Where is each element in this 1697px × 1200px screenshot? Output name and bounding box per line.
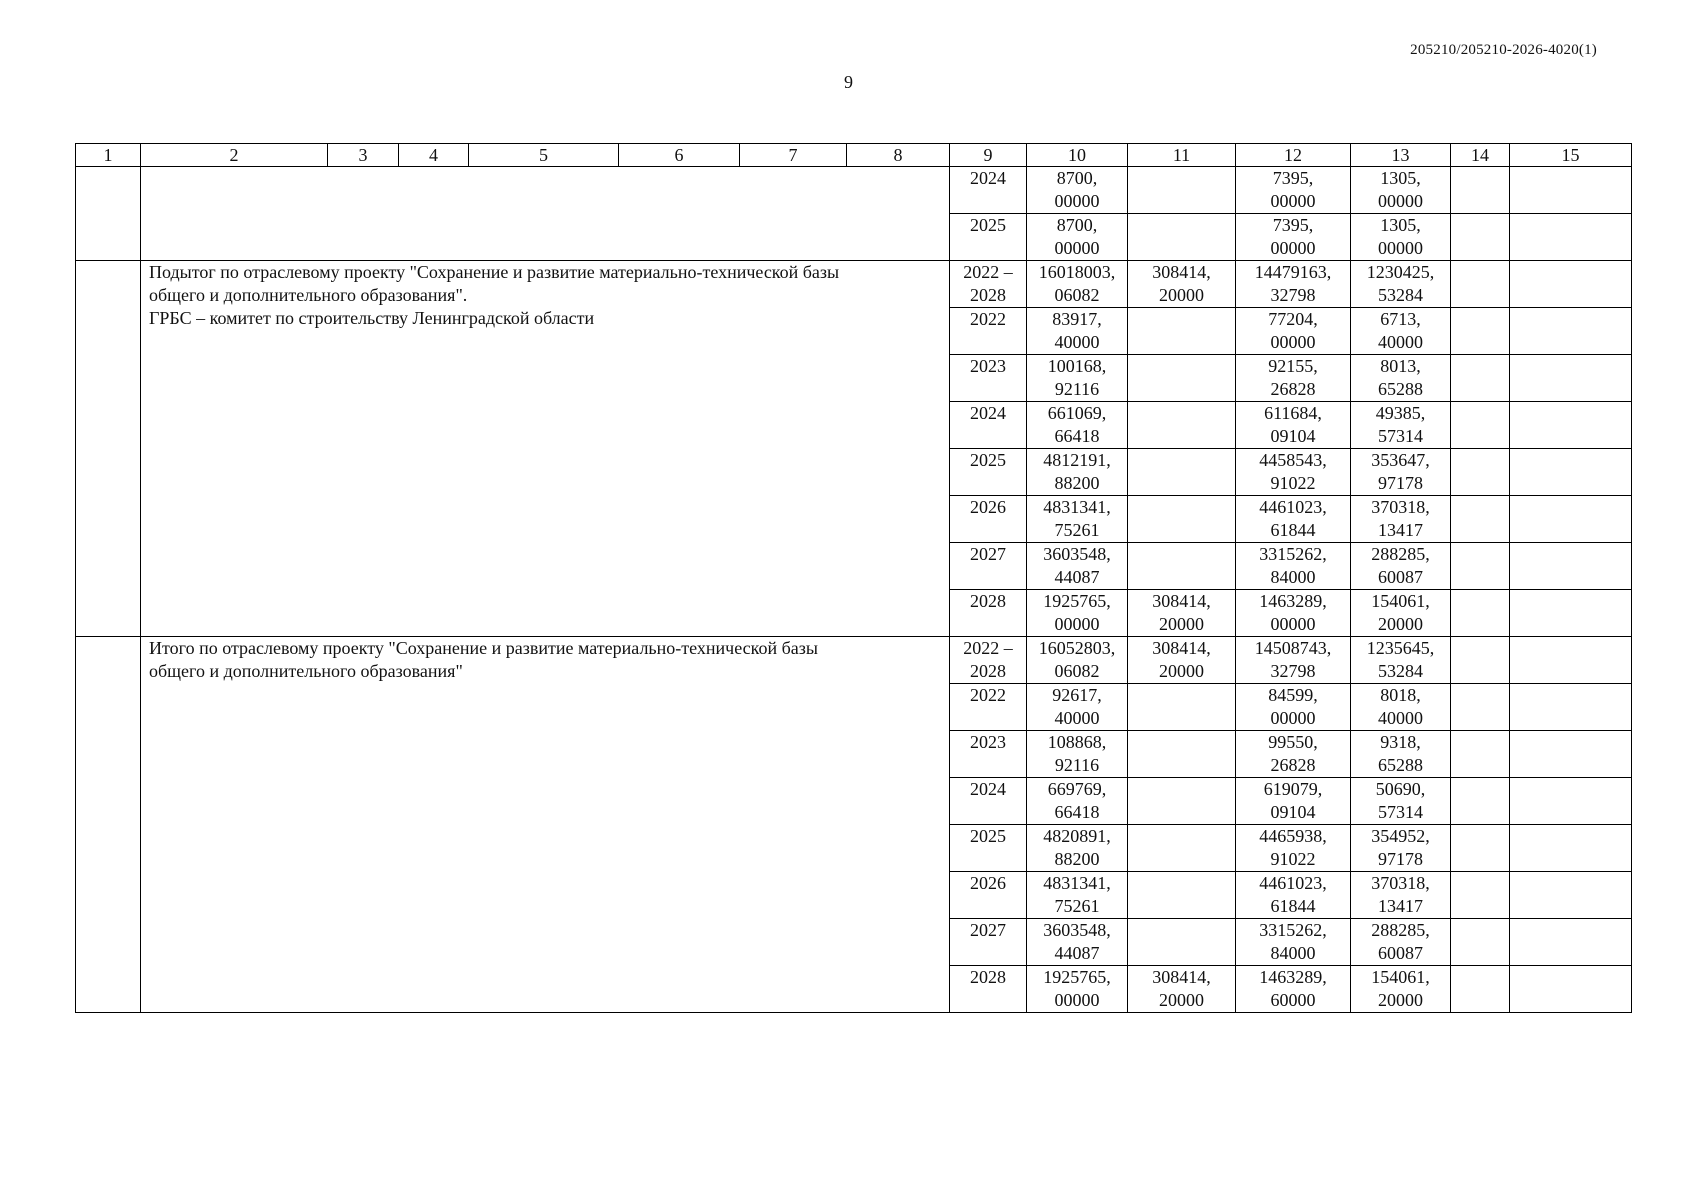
amount-cell-11 — [1128, 872, 1236, 919]
empty-cell-14 — [1451, 872, 1510, 919]
column-header-2: 2 — [141, 144, 328, 167]
amount-line: 44087 — [1054, 567, 1100, 587]
amount-cell-11 — [1128, 308, 1236, 355]
year-cell — [950, 731, 1027, 778]
empty-cell-14 — [1451, 590, 1510, 637]
column-header-row — [76, 144, 1632, 167]
column-header-12: 12 — [1236, 144, 1351, 167]
amount-line: 99550, — [1268, 732, 1318, 752]
amount-line: 354952, — [1371, 826, 1430, 846]
empty-cell-14 — [1451, 731, 1510, 778]
amount-line: 8013, — [1380, 356, 1421, 376]
amount-line: 57314 — [1378, 802, 1423, 822]
year-line: 2028 — [970, 285, 1006, 305]
amount-cell-11 — [1128, 261, 1236, 308]
amount-line: 4458543, — [1259, 450, 1327, 470]
amount-line: 13417 — [1378, 896, 1423, 916]
row-number-cell — [76, 261, 141, 637]
column-header-3: 3 — [328, 144, 399, 167]
empty-cell-14 — [1451, 543, 1510, 590]
description-line: общего и дополнительного образования". — [149, 285, 468, 305]
description-line: Итого по отраслевому проекту "Сохранение и развитие материально-технической базы — [149, 638, 818, 658]
year-line: 2022 — [970, 309, 1006, 329]
amount-cell-10 — [1027, 308, 1128, 355]
amount-line: 97178 — [1378, 849, 1423, 869]
empty-cell-15 — [1510, 214, 1632, 261]
amount-cell-10 — [1027, 684, 1128, 731]
amount-line: 84000 — [1270, 567, 1316, 587]
empty-cell-14 — [1451, 637, 1510, 684]
amount-cell-10 — [1027, 449, 1128, 496]
amount-line: 288285, — [1371, 544, 1430, 564]
amount-line: 308414, — [1152, 967, 1211, 987]
year-line: 2024 — [970, 779, 1006, 799]
amount-cell-13 — [1351, 637, 1451, 684]
description-line: ГРБС – комитет по строительству Ленинградской области — [149, 308, 595, 328]
amount-cell-13 — [1351, 872, 1451, 919]
amount-cell-10 — [1027, 167, 1128, 214]
amount-line: 26828 — [1270, 755, 1316, 775]
amount-cell-12 — [1236, 402, 1351, 449]
amount-line: 00000 — [1270, 708, 1316, 728]
amount-line: 00000 — [1378, 238, 1423, 258]
year-cell — [950, 919, 1027, 966]
amount-line: 97178 — [1378, 473, 1423, 493]
amount-line: 26828 — [1270, 379, 1316, 399]
amount-line: 4812191, — [1043, 450, 1111, 470]
year-line: 2024 — [970, 403, 1006, 423]
amount-line: 92617, — [1052, 685, 1102, 705]
year-cell — [950, 825, 1027, 872]
empty-cell-15 — [1510, 496, 1632, 543]
amount-line: 8700, — [1056, 215, 1098, 235]
year-cell — [950, 402, 1027, 449]
amount-line: 92116 — [1054, 755, 1100, 775]
empty-cell-15 — [1510, 261, 1632, 308]
amount-cell-12 — [1236, 496, 1351, 543]
amount-cell-10 — [1027, 966, 1128, 1013]
column-header-10: 10 — [1027, 144, 1128, 167]
empty-cell-15 — [1510, 872, 1632, 919]
amount-line: 370318, — [1371, 873, 1430, 893]
amount-cell-11 — [1128, 684, 1236, 731]
amount-cell-11 — [1128, 449, 1236, 496]
year-cell — [950, 449, 1027, 496]
amount-line: 92155, — [1268, 356, 1318, 376]
amount-cell-10 — [1027, 731, 1128, 778]
empty-cell-14 — [1451, 261, 1510, 308]
amount-line: 1925765, — [1043, 967, 1111, 987]
year-line: 2028 — [970, 967, 1006, 987]
amount-line: 00000 — [1054, 238, 1100, 258]
amount-line: 88200 — [1054, 849, 1100, 869]
amount-cell-10 — [1027, 261, 1128, 308]
amount-line: 4461023, — [1259, 873, 1327, 893]
amount-cell-12 — [1236, 167, 1351, 214]
amount-cell-13 — [1351, 355, 1451, 402]
year-line: 2025 — [970, 826, 1006, 846]
amount-line: 108868, — [1047, 732, 1107, 752]
empty-cell-14 — [1451, 308, 1510, 355]
empty-cell-14 — [1451, 778, 1510, 825]
empty-cell-14 — [1451, 966, 1510, 1013]
amount-cell-13 — [1351, 919, 1451, 966]
amount-cell-12 — [1236, 261, 1351, 308]
amount-line: 65288 — [1378, 379, 1423, 399]
year-line: 2028 — [970, 591, 1006, 611]
empty-cell-14 — [1451, 496, 1510, 543]
amount-cell-11 — [1128, 167, 1236, 214]
year-cell — [950, 872, 1027, 919]
amount-line: 14479163, — [1254, 262, 1332, 282]
amount-cell-10 — [1027, 778, 1128, 825]
empty-cell-15 — [1510, 637, 1632, 684]
empty-cell-15 — [1510, 684, 1632, 731]
amount-line: 1463289, — [1259, 967, 1327, 987]
table-row — [76, 167, 1632, 214]
description-line: Подытог по отраслевому проекту "Сохранение и развитие материально-технической базы — [149, 262, 840, 282]
amount-line: 669769, — [1047, 779, 1107, 799]
amount-line: 7395, — [1272, 168, 1314, 188]
amount-cell-10 — [1027, 355, 1128, 402]
amount-cell-13 — [1351, 825, 1451, 872]
year-cell — [950, 590, 1027, 637]
amount-cell-13 — [1351, 214, 1451, 261]
year-cell — [950, 966, 1027, 1013]
empty-cell-15 — [1510, 731, 1632, 778]
amount-line: 14508743, — [1254, 638, 1332, 658]
amount-line: 1463289, — [1259, 591, 1327, 611]
amount-line: 92116 — [1054, 379, 1100, 399]
column-header-4: 4 — [399, 144, 469, 167]
column-header-5: 5 — [469, 144, 619, 167]
amount-line: 288285, — [1371, 920, 1430, 940]
empty-cell-15 — [1510, 825, 1632, 872]
amount-cell-12 — [1236, 778, 1351, 825]
amount-line: 1230425, — [1366, 262, 1435, 282]
year-line: 2026 — [970, 873, 1006, 893]
year-cell — [950, 778, 1027, 825]
amount-line: 16018003, — [1038, 262, 1116, 282]
amount-line: 308414, — [1152, 262, 1211, 282]
amount-cell-10 — [1027, 496, 1128, 543]
year-cell — [950, 214, 1027, 261]
amount-line: 3603548, — [1043, 920, 1111, 940]
year-line: 2022 – — [963, 638, 1013, 658]
amount-cell-11 — [1128, 496, 1236, 543]
column-header-13: 13 — [1351, 144, 1451, 167]
amount-cell-12 — [1236, 543, 1351, 590]
amount-line: 84599, — [1268, 685, 1318, 705]
amount-line: 8700, — [1056, 168, 1098, 188]
amount-line: 75261 — [1054, 520, 1100, 540]
amount-cell-13 — [1351, 966, 1451, 1013]
year-cell — [950, 496, 1027, 543]
amount-line: 00000 — [1270, 332, 1316, 352]
amount-line: 13417 — [1378, 520, 1423, 540]
empty-cell-14 — [1451, 919, 1510, 966]
amount-line: 20000 — [1378, 990, 1423, 1010]
amount-line: 57314 — [1378, 426, 1423, 446]
year-cell — [950, 543, 1027, 590]
amount-line: 308414, — [1152, 591, 1211, 611]
amount-line: 09104 — [1270, 426, 1316, 446]
year-cell — [950, 308, 1027, 355]
amount-cell-12 — [1236, 825, 1351, 872]
empty-cell-15 — [1510, 308, 1632, 355]
amount-line: 06082 — [1054, 661, 1100, 681]
amount-line: 4461023, — [1259, 497, 1327, 517]
amount-cell-13 — [1351, 778, 1451, 825]
year-line: 2024 — [970, 168, 1006, 188]
amount-line: 61844 — [1270, 520, 1316, 540]
amount-line: 66418 — [1054, 802, 1100, 822]
amount-line: 40000 — [1378, 332, 1423, 352]
amount-cell-12 — [1236, 637, 1351, 684]
amount-line: 16052803, — [1038, 638, 1116, 658]
amount-line: 1305, — [1380, 215, 1421, 235]
empty-cell-15 — [1510, 167, 1632, 214]
amount-line: 40000 — [1378, 708, 1423, 728]
amount-cell-10 — [1027, 825, 1128, 872]
amount-line: 1235645, — [1366, 638, 1435, 658]
amount-line: 154061, — [1371, 967, 1430, 987]
amount-cell-12 — [1236, 684, 1351, 731]
year-line: 2022 – — [963, 262, 1013, 282]
amount-line: 32798 — [1270, 285, 1316, 305]
amount-line: 661069, — [1047, 403, 1107, 423]
amount-line: 20000 — [1159, 285, 1204, 305]
amount-cell-12 — [1236, 590, 1351, 637]
amount-line: 3315262, — [1259, 544, 1327, 564]
amount-line: 60000 — [1270, 990, 1316, 1010]
amount-cell-13 — [1351, 449, 1451, 496]
column-header-15: 15 — [1510, 144, 1632, 167]
amount-line: 91022 — [1270, 473, 1316, 493]
amount-line: 1925765, — [1043, 591, 1111, 611]
column-header-8: 8 — [847, 144, 950, 167]
amount-line: 4465938, — [1259, 826, 1327, 846]
amount-line: 09104 — [1270, 802, 1316, 822]
amount-line: 4831341, — [1043, 873, 1111, 893]
section-description — [141, 167, 950, 261]
amount-cell-11 — [1128, 731, 1236, 778]
page-number: 9 — [844, 72, 853, 92]
amount-line: 20000 — [1378, 614, 1423, 634]
amount-line: 06082 — [1054, 285, 1100, 305]
amount-cell-11 — [1128, 637, 1236, 684]
amount-line: 53284 — [1378, 661, 1423, 681]
empty-cell-15 — [1510, 919, 1632, 966]
amount-line: 00000 — [1054, 191, 1100, 211]
amount-line: 3603548, — [1043, 544, 1111, 564]
amount-line: 84000 — [1270, 943, 1316, 963]
amount-line: 20000 — [1159, 614, 1204, 634]
amount-cell-12 — [1236, 919, 1351, 966]
amount-line: 00000 — [1054, 990, 1100, 1010]
amount-line: 100168, — [1047, 356, 1107, 376]
column-header-1: 1 — [76, 144, 141, 167]
amount-line: 4831341, — [1043, 497, 1111, 517]
amount-line: 77204, — [1268, 309, 1318, 329]
amount-line: 619079, — [1263, 779, 1323, 799]
amount-line: 154061, — [1371, 591, 1430, 611]
empty-cell-15 — [1510, 402, 1632, 449]
year-line: 2027 — [970, 544, 1006, 564]
amount-line: 370318, — [1371, 497, 1430, 517]
table-body — [76, 144, 1632, 1013]
empty-cell-14 — [1451, 214, 1510, 261]
column-header-9: 9 — [950, 144, 1027, 167]
amount-cell-12 — [1236, 214, 1351, 261]
amount-line: 66418 — [1054, 426, 1100, 446]
amount-cell-13 — [1351, 684, 1451, 731]
amount-line: 611684, — [1264, 403, 1322, 423]
year-line: 2028 — [970, 661, 1006, 681]
empty-cell-14 — [1451, 402, 1510, 449]
amount-line: 20000 — [1159, 661, 1204, 681]
empty-cell-15 — [1510, 543, 1632, 590]
amount-cell-11 — [1128, 919, 1236, 966]
amount-cell-11 — [1128, 355, 1236, 402]
empty-cell-15 — [1510, 778, 1632, 825]
empty-cell-15 — [1510, 449, 1632, 496]
amount-line: 00000 — [1270, 614, 1316, 634]
document-id: 205210/205210-2026-4020(1) — [1410, 42, 1597, 58]
amount-cell-12 — [1236, 966, 1351, 1013]
empty-cell-14 — [1451, 825, 1510, 872]
amount-line: 1305, — [1380, 168, 1421, 188]
amount-line: 60087 — [1378, 943, 1423, 963]
amount-cell-10 — [1027, 637, 1128, 684]
year-line: 2025 — [970, 215, 1006, 235]
amount-line: 50690, — [1375, 779, 1426, 799]
amount-line: 61844 — [1270, 896, 1316, 916]
amount-cell-11 — [1128, 214, 1236, 261]
amount-line: 4820891, — [1043, 826, 1111, 846]
amount-line: 6713, — [1380, 309, 1421, 329]
amount-cell-10 — [1027, 214, 1128, 261]
amount-line: 353647, — [1371, 450, 1430, 470]
amount-cell-12 — [1236, 872, 1351, 919]
empty-cell-14 — [1451, 167, 1510, 214]
amount-line: 40000 — [1054, 708, 1100, 728]
amount-line: 00000 — [1270, 238, 1316, 258]
table-row — [76, 637, 1632, 684]
amount-cell-10 — [1027, 872, 1128, 919]
year-line: 2026 — [970, 497, 1006, 517]
year-cell — [950, 167, 1027, 214]
amount-line: 8018, — [1380, 685, 1421, 705]
amount-line: 00000 — [1378, 191, 1423, 211]
year-cell — [950, 684, 1027, 731]
year-line: 2027 — [970, 920, 1006, 940]
amount-cell-12 — [1236, 731, 1351, 778]
amount-line: 20000 — [1159, 990, 1204, 1010]
amount-cell-13 — [1351, 167, 1451, 214]
amount-cell-13 — [1351, 590, 1451, 637]
amount-cell-11 — [1128, 778, 1236, 825]
amount-line: 49385, — [1375, 403, 1426, 423]
amount-line: 75261 — [1054, 896, 1100, 916]
year-line: 2025 — [970, 450, 1006, 470]
amount-cell-13 — [1351, 308, 1451, 355]
description-line: общего и дополнительного образования" — [149, 661, 463, 681]
amount-cell-10 — [1027, 919, 1128, 966]
year-line: 2022 — [970, 685, 1006, 705]
amount-line: 40000 — [1054, 332, 1100, 352]
amount-cell-13 — [1351, 261, 1451, 308]
amount-cell-12 — [1236, 355, 1351, 402]
amount-line: 91022 — [1270, 849, 1316, 869]
amount-cell-11 — [1128, 543, 1236, 590]
amount-line: 00000 — [1270, 191, 1316, 211]
amount-cell-10 — [1027, 543, 1128, 590]
empty-cell-15 — [1510, 590, 1632, 637]
amount-cell-11 — [1128, 825, 1236, 872]
amount-line: 44087 — [1054, 943, 1100, 963]
amount-cell-10 — [1027, 590, 1128, 637]
row-number-cell — [76, 637, 141, 1013]
amount-cell-12 — [1236, 308, 1351, 355]
column-header-11: 11 — [1128, 144, 1236, 167]
amount-cell-13 — [1351, 496, 1451, 543]
section-description — [141, 637, 950, 1013]
empty-cell-14 — [1451, 449, 1510, 496]
amount-line: 65288 — [1378, 755, 1423, 775]
year-cell — [950, 261, 1027, 308]
empty-cell-14 — [1451, 684, 1510, 731]
empty-cell-14 — [1451, 355, 1510, 402]
amount-cell-10 — [1027, 402, 1128, 449]
budget-table — [75, 143, 1632, 1013]
column-header-6: 6 — [619, 144, 740, 167]
table-row — [76, 261, 1632, 308]
amount-line: 32798 — [1270, 661, 1316, 681]
amount-cell-11 — [1128, 966, 1236, 1013]
column-header-7: 7 — [740, 144, 847, 167]
empty-cell-15 — [1510, 355, 1632, 402]
amount-line: 3315262, — [1259, 920, 1327, 940]
year-cell — [950, 355, 1027, 402]
amount-cell-11 — [1128, 590, 1236, 637]
empty-cell-15 — [1510, 966, 1632, 1013]
section-description — [141, 261, 950, 637]
amount-cell-13 — [1351, 731, 1451, 778]
year-line: 2023 — [970, 732, 1006, 752]
amount-line: 7395, — [1272, 215, 1314, 235]
amount-cell-11 — [1128, 402, 1236, 449]
amount-line: 53284 — [1378, 285, 1423, 305]
amount-line: 308414, — [1152, 638, 1211, 658]
amount-cell-13 — [1351, 543, 1451, 590]
amount-line: 9318, — [1380, 732, 1421, 752]
amount-cell-13 — [1351, 402, 1451, 449]
amount-line: 83917, — [1052, 309, 1102, 329]
amount-line: 88200 — [1054, 473, 1100, 493]
amount-line: 60087 — [1378, 567, 1423, 587]
column-header-14: 14 — [1451, 144, 1510, 167]
row-number-cell — [76, 167, 141, 261]
year-line: 2023 — [970, 356, 1006, 376]
amount-cell-12 — [1236, 449, 1351, 496]
amount-line: 00000 — [1054, 614, 1100, 634]
year-cell — [950, 637, 1027, 684]
